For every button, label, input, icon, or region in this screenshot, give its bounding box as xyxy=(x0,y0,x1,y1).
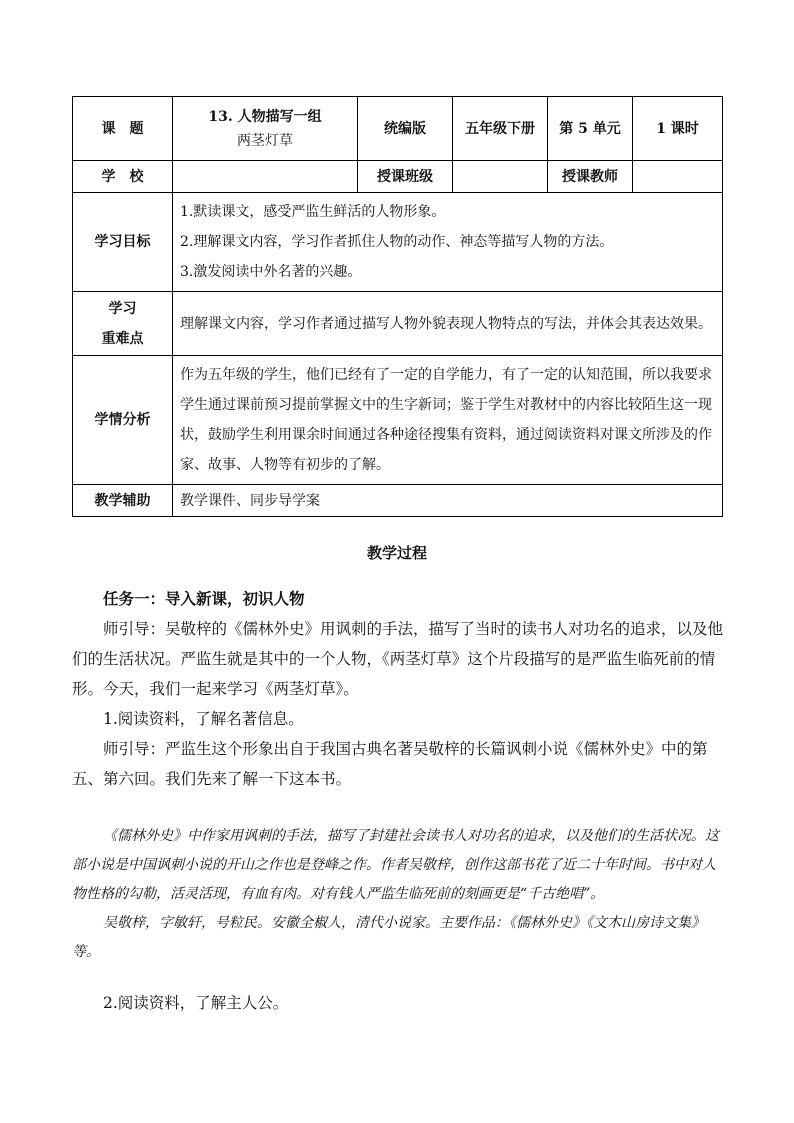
teacher-value xyxy=(633,161,723,193)
task-section xyxy=(72,584,724,794)
table-row xyxy=(73,356,723,485)
class-label: 授课班级 xyxy=(358,161,453,193)
quote-paragraph: 《儒林外史》中作家用讽刺的手法，描写了封建社会读书人对功名的追求，以及他们的生活状况。这部小说是中国讽刺小说的开山之作也是登峰之作。作者吴敬梓，创作这部书花了近二十年时间。书中对人物性格的勾勒，活灵活现，有血有肉。对有钱人严监生临死前的刻画更是“千古绝唱”。 xyxy=(72,828,719,902)
step-two: 2.阅读资料，了解主人公。 xyxy=(103,994,289,1012)
grade-cell: 五年级下册 xyxy=(453,97,548,161)
goal-item: 3.激发阅读中外名著的兴趣。 xyxy=(180,264,362,280)
key-label-line1: 学习 xyxy=(108,300,137,317)
intro-paragraph: 师引导：吴敬梓的《儒林外史》用讽刺的手法，描写了当时的读书人对功名的追求，以及他们的生活状况。严监生就是其中的一个人物，《两茎灯草》这个片段描写的是严监生临死前的情形。今天，我们一起来学习《两茎灯草》。 xyxy=(72,620,724,698)
goal-item: 1.默读课文，感受严监生鲜活的人物形象。 xyxy=(180,204,446,220)
table-row xyxy=(73,161,723,193)
aids-label: 教学辅助 xyxy=(73,485,173,517)
table-row xyxy=(73,97,723,161)
hours-cell: 1 课时 xyxy=(633,97,723,161)
school-label: 学 校 xyxy=(73,161,173,193)
key-points-text: 理解课文内容，学习作者通过描写人物外貌表现人物特点的写法，并体会其表达效果。 xyxy=(173,292,723,356)
class-value xyxy=(453,161,548,193)
topic-label: 课 题 xyxy=(73,97,173,161)
goal-item: 2.理解课文内容，学习作者抓住人物的动作、神态等描写人物的方法。 xyxy=(180,234,614,250)
quote-paragraph: 吴敬梓，字敏轩，号粒民。安徽全椒人，清代小说家。主要作品：《儒林外史》《文木山房诗文集》等。 xyxy=(72,915,705,960)
task-title: 任务一：导入新课，初识人物 xyxy=(103,589,305,608)
step-two-block xyxy=(72,988,724,1018)
key-label-line2: 重难点 xyxy=(101,330,144,347)
key-points-label xyxy=(73,292,173,356)
section-title: 教学过程 xyxy=(366,544,427,562)
edition-cell: 统编版 xyxy=(358,97,453,161)
aids-text: 教学课件、同步导学案 xyxy=(173,485,723,517)
lesson-info-table xyxy=(72,96,723,517)
analysis-text: 作为五年级的学生，他们已经有了一定的自学能力，有了一定的认知范围，所以我要求学生通过课前预习提前掌握文中的生字新词；鉴于学生对教材中的内容比较陌生这一现状，鼓励学生利用课余时间通过各种途径搜集有资料，通过阅读资料对课文所涉及的作家、故事、人物等有初步的了解。 xyxy=(173,356,723,485)
teacher-label: 授课教师 xyxy=(548,161,633,193)
table-row xyxy=(73,485,723,517)
analysis-label: 学情分析 xyxy=(73,356,173,485)
intro-paragraph-2: 师引导：严监生这个形象出自于我国古典名著吴敬梓的长篇讽刺小说《儒林外史》中的第五、第六回。我们先来了解一下这本书。 xyxy=(72,740,708,788)
reference-quote xyxy=(72,822,724,967)
school-value xyxy=(173,161,358,193)
lesson-subtitle: 两茎灯草 xyxy=(237,132,293,149)
table-row xyxy=(73,193,723,292)
lesson-title-cell xyxy=(173,97,358,161)
unit-cell: 第 5 单元 xyxy=(548,97,633,161)
step-one: 1.阅读资料，了解名著信息。 xyxy=(103,710,304,728)
lesson-title: 13. 人物描写一组 xyxy=(208,108,322,125)
goals-label: 学习目标 xyxy=(73,193,173,292)
goals-list xyxy=(173,193,723,292)
table-row xyxy=(73,292,723,356)
